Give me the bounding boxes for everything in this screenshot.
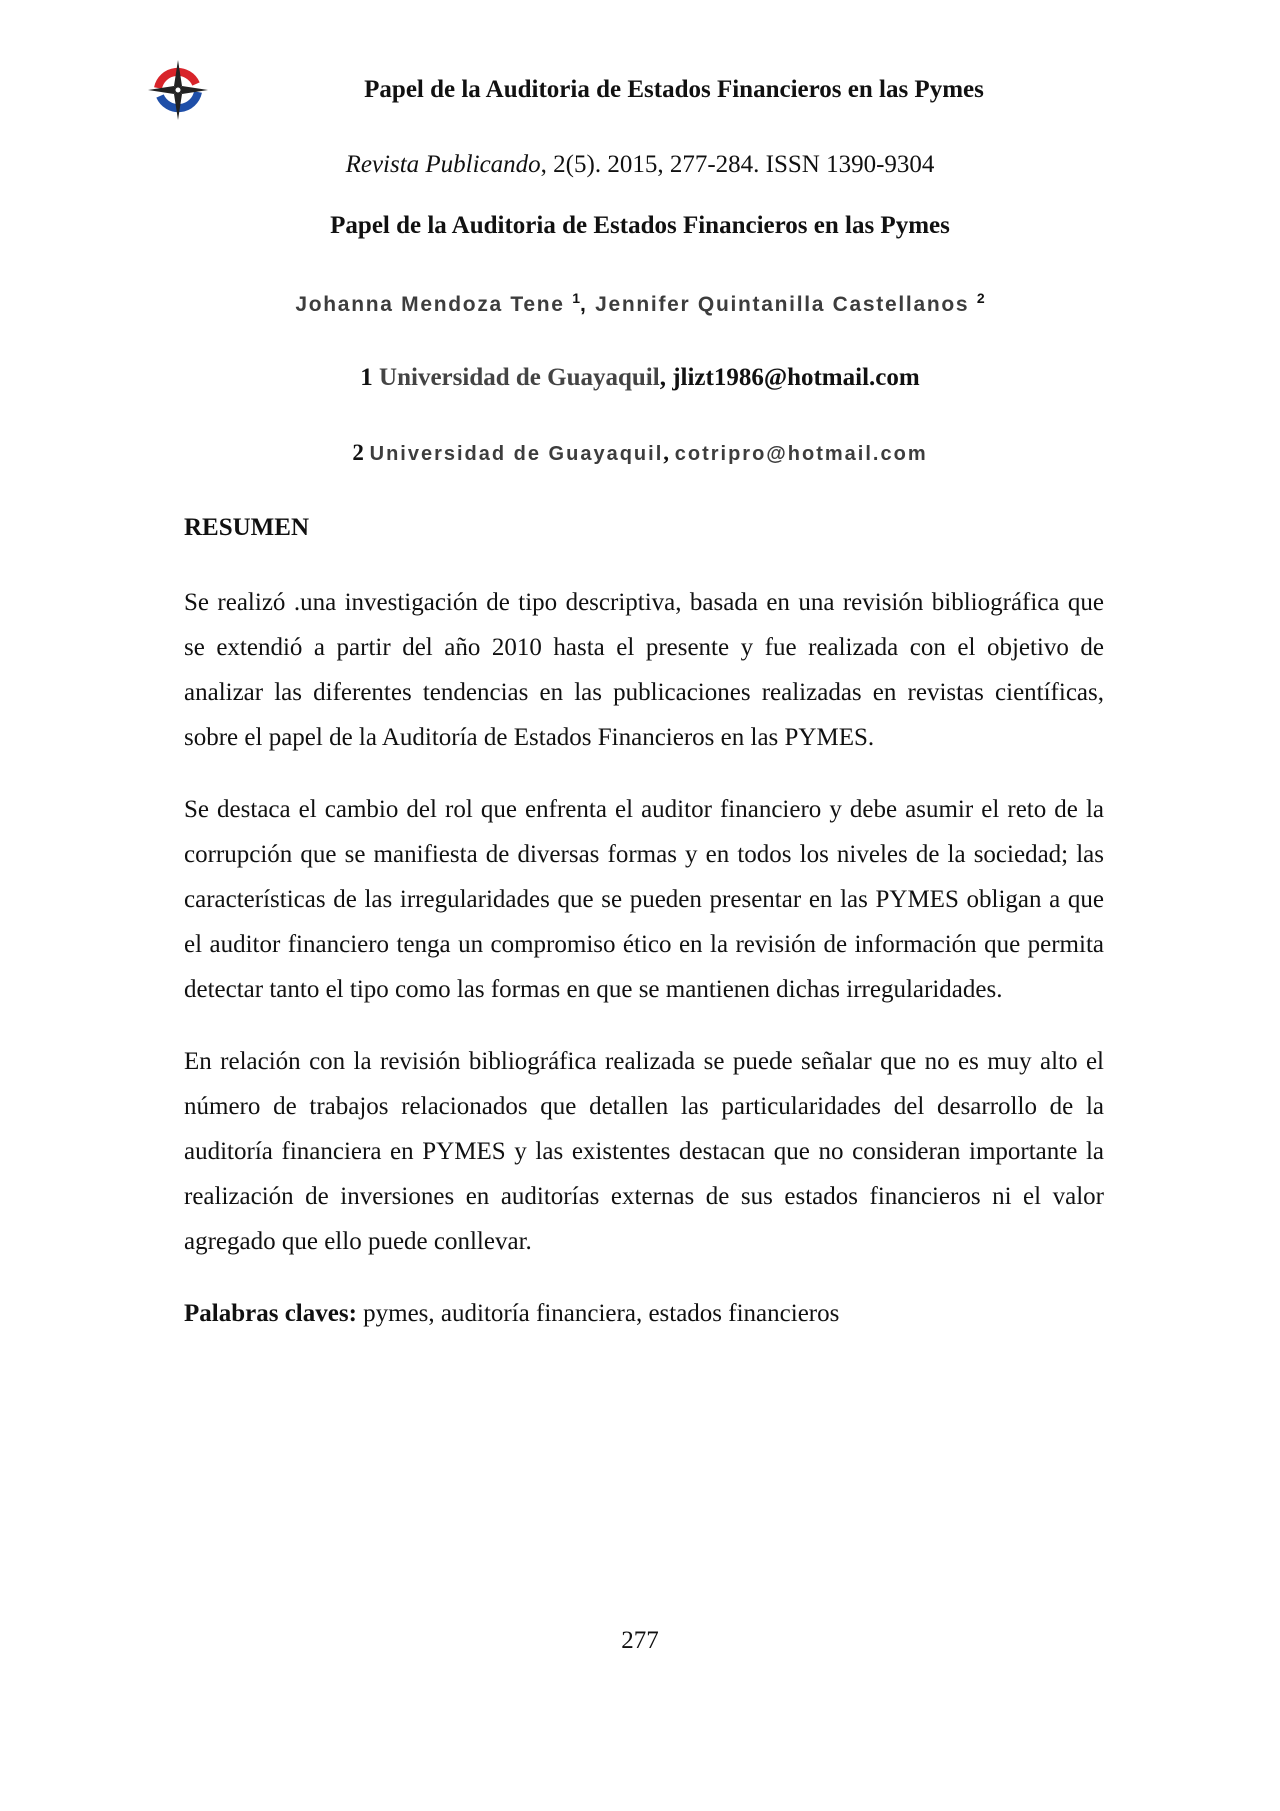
author-list: Johanna Mendoza Tene $^1$, Jennifer Quintanilla Castellanos $^2$: [295, 290, 985, 316]
affiliation-email: jlizt1986@hotmail.com: [672, 364, 920, 391]
paper-title: Papel de la Auditoria de Estados Financieros en las Pymes: [330, 212, 950, 239]
abstract-heading: RESUMEN: [184, 514, 310, 541]
running-title: Papel de la Auditoria de Estados Financieros en las Pymes: [364, 76, 984, 103]
abstract-paragraph: Se destaca el cambio del rol que enfrenta el auditor financiero y debe asumir el reto de la corrupción que se manifiesta de diversas formas y en todos los niveles de la sociedad; las características de las irregularidades que se pueden presentar en las PYMES obligan a que el auditor financiero tenga un compromiso ético en la revisión de información que permita detectar tanto el tipo como las formas en que se mantienen dichas irregularidades.: [184, 796, 1104, 1003]
affiliation-university: Universidad de Guayaquil: [369, 443, 664, 465]
abstract-paragraph: Se realizó .una investigación de tipo descriptiva, basada en una revisión bibliográfica que se extendió a partir del año 2010 hasta el presente y fue realizada con el objetivo de analizar las diferentes tendencias en las publicaciones realizadas en revistas científicas, sobre el papel de la Auditoría de Estados Financieros en las PYMES.: [184, 589, 1104, 751]
citation: [0, 151, 1280, 179]
affiliation-number: 1: [360, 364, 373, 391]
page-number: 277: [621, 1627, 659, 1654]
affiliation-1: 1 Universidad de Guayaquil, jlizt1986@hotmail.com: [360, 364, 920, 391]
affiliation-email: cotripro@hotmail.com: [674, 443, 928, 465]
author-name: Jennifer Quintanilla Castellanos: [595, 293, 970, 316]
affiliation-university: Universidad de Guayaquil: [379, 364, 660, 391]
citation-details: , 2(5). 2015, 277-284. ISSN 1390-9304: [540, 151, 935, 178]
keywords-value: pymes, auditoría financiera, estados financieros: [356, 1300, 840, 1327]
author-superscript: 1: [572, 290, 581, 306]
keywords-label: Palabras claves:: [184, 1300, 357, 1327]
journal-name: Revista Publicando: [345, 151, 541, 178]
author-superscript: 2: [976, 290, 985, 306]
keywords: [184, 1300, 839, 1328]
affiliation-number: 2: [352, 440, 364, 465]
abstract-paragraph: En relación con la revisión bibliográfica realizada se puede señalar que no es muy alto el número de trabajos relacionados que detallen las particularidades del desarrollo de la auditoría financiera en PYMES y las existentes destacan que no consideran importante la realización de inversiones en auditorías externas de sus estados financieros ni el valor agregado que ello puede conllevar.: [184, 1048, 1104, 1255]
affiliation-2: 2 Universidad de Guayaquil, cotripro@hotmail.com: [352, 440, 928, 465]
author-name: Johanna Mendoza Tene: [295, 293, 565, 316]
